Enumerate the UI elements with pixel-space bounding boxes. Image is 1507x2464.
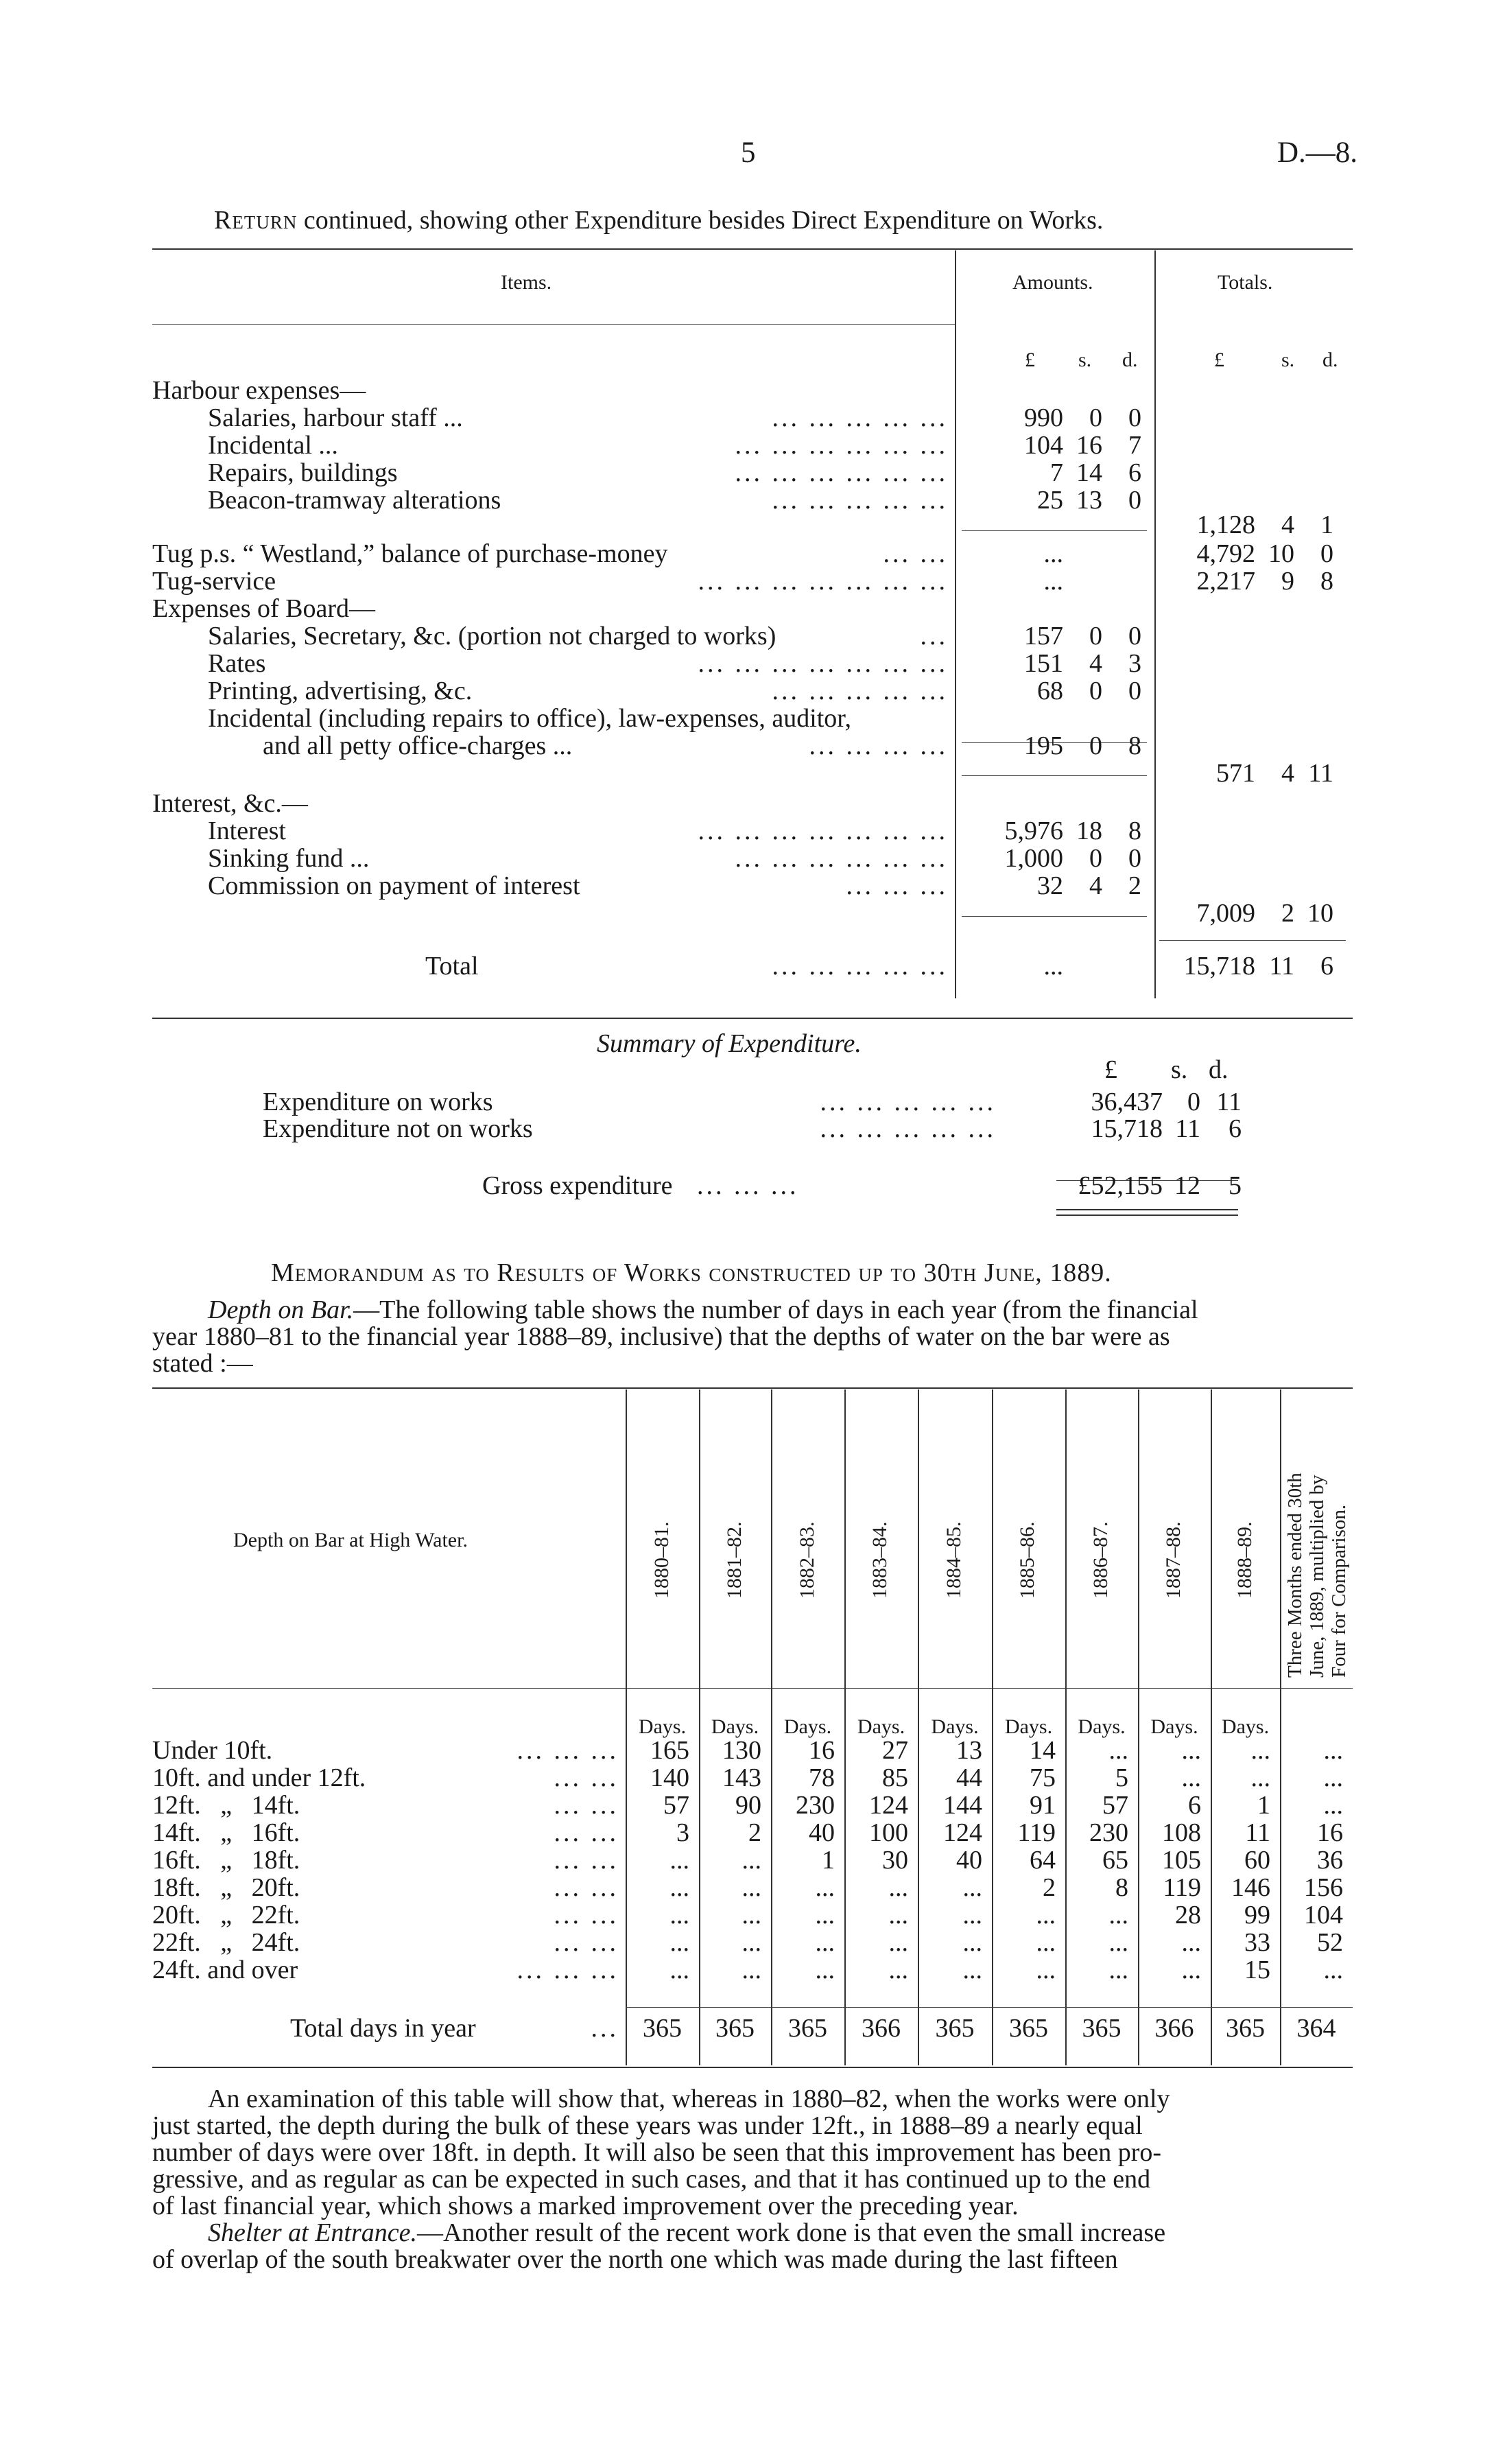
depth-total-cell: 365 [643,2014,682,2043]
depth-intro-line-1 [208,1295,1198,1324]
return-row-label: Salaries, harbour staff ... [208,403,463,432]
summary-row-shillings: 0 [1187,1088,1200,1116]
depth-cell: 57 [1102,1791,1128,1820]
closing-para1-line-4: gressive, and as regular as can be expected in such cases, and that it has continued up to the end [152,2165,1151,2194]
depth-cell: ... [1108,1928,1128,1957]
year-header-1887: 1887–88. [1162,1521,1185,1599]
comparison-header-line-2: June, 1889, multiplied by [1306,1475,1328,1678]
depth-cell: ... [1181,1956,1201,1984]
closing-para1-line-3: number of days were over 18ft. in depth. It will also be seen that this improvement has been pro- [152,2138,1162,2167]
depth-intro-text: —The following table shows the number of days in each year (from the financial [353,1295,1198,1324]
return-row-label: and all petty office-charges ... [263,731,573,760]
totals-pound-head: £ [1214,349,1224,371]
depth-stub-header: Depth on Bar at High Water. [233,1529,468,1551]
depth-cell: ... [1108,1901,1128,1929]
page-number: 5 [741,137,756,169]
depth-table-bottom-rule [152,2067,1353,2068]
year-header-1882: 1882–83. [796,1521,818,1599]
depth-row-dots: ... ... [554,1791,619,1820]
depth-cell: ... [1036,1956,1056,1984]
depth-cell: 27 [882,1736,908,1765]
return-top-rule [152,248,1353,250]
depth-cell: 60 [1244,1846,1270,1875]
return-title [214,206,1103,235]
depth-cell: 36 [1317,1846,1343,1875]
depth-cell: 33 [1244,1928,1270,1957]
document-reference: D.—8. [1277,137,1358,169]
depth-cell: 119 [1017,1818,1056,1847]
return-row-dots: ... ... ... ... ... [772,677,948,705]
summary-row-dots: ... ... ... ... ... [820,1114,996,1143]
depth-cell: 108 [1162,1818,1201,1847]
totals-header: Totals. [1218,271,1273,294]
return-row-dots: ... ... ... [846,871,948,900]
return-row-amount-pounds: 195 [1024,731,1063,760]
depth-row-dots: ... ... [554,1873,619,1902]
depth-cell: 52 [1317,1928,1343,1957]
depth-cell: 156 [1304,1873,1343,1902]
closing-para1-line-1: An examination of this table will show that, whereas in 1880–82, when the works were only [208,2085,1170,2113]
depth-row-label: 10ft. and under 12ft. [152,1763,366,1792]
depth-intro-line-3: stated :— [152,1349,253,1378]
depth-row-dots: ... ... ... [517,1956,619,1984]
return-row-label: Repairs, buildings [208,458,398,487]
depth-cell: ... [962,1901,982,1929]
return-title-smallcaps: Return [214,206,298,235]
depth-cell: ... [962,1956,982,1984]
depth-total-cell: 366 [862,2014,901,2043]
memorandum-title: Memorandum as to Results of Works constructed up to 30th June, 1889. [271,1258,1112,1287]
depth-cell: 64 [1030,1846,1056,1875]
depth-cell: 44 [956,1763,982,1792]
totals-pence-head: d. [1322,349,1338,371]
depth-cell: ... [669,1956,689,1984]
return-row-label: Salaries, Secretary, &c. (portion not charged to works) [208,622,776,650]
depth-cell: ... [1181,1736,1201,1765]
return-row-label: Rates [208,649,266,678]
depth-cell: ... [1250,1736,1270,1765]
depth-cell: ... [741,1901,761,1929]
depth-cell: 40 [956,1846,982,1875]
depth-cell: 143 [722,1763,761,1792]
return-row-total-shillings: 4 [1281,511,1294,539]
return-row-amount-pence: 6 [1128,458,1141,487]
depth-total-cell: 365 [1226,2014,1265,2043]
depth-cell: 104 [1304,1901,1343,1929]
return-row-total-pounds: 1,128 [1196,511,1255,539]
depth-cell: 3 [676,1818,689,1847]
depth-cell: 91 [1030,1791,1056,1820]
depth-cell: 1 [822,1846,835,1875]
summary-title: Summary of Expenditure. [597,1029,862,1058]
depth-cell: 30 [882,1846,908,1875]
depth-row-dots: ... ... [554,1763,619,1792]
depth-cell: 124 [943,1818,982,1847]
days-unit-label: Days. [711,1715,759,1738]
depth-row-label: 14ft. „ 16ft. [152,1818,300,1847]
depth-cell: 75 [1030,1763,1056,1792]
return-row-amount-shillings: 0 [1089,731,1102,760]
depth-total-cell: 365 [788,2014,827,2043]
depth-total-cell: 365 [715,2014,755,2043]
year-header-1888: 1888–89. [1233,1521,1256,1599]
depth-row-dots: ... ... [554,1901,619,1929]
depth-cell: 140 [650,1763,689,1792]
return-row-amount-pounds: 7 [1050,458,1063,487]
return-row-amount-pounds: 151 [1024,649,1063,678]
depth-cell: 85 [882,1763,908,1792]
depth-row-dots: ... ... [554,1928,619,1957]
depth-row-label: 16ft. „ 18ft. [152,1846,300,1875]
depth-cell: 99 [1244,1901,1270,1929]
year-header-1881: 1881–82. [723,1521,746,1599]
amount-subtotal-rule-3 [962,530,1147,531]
return-row-amount-pence: 7 [1128,431,1141,460]
depth-cell: ... [1036,1928,1056,1957]
depth-cell: 28 [1175,1901,1201,1929]
depth-total-cell: 365 [1009,2014,1048,2043]
depth-cell: 144 [943,1791,982,1820]
depth-row-label: Under 10ft. [152,1736,273,1765]
depth-cell: 78 [809,1763,835,1792]
return-row-total-shillings: 10 [1268,539,1294,568]
return-row-amount-pounds: 32 [1037,871,1063,900]
return-row-amount-shillings: 0 [1089,622,1102,650]
depth-cell: ... [962,1928,982,1957]
depth-cell: ... [741,1873,761,1902]
return-row-dots: ... ... ... ... ... ... [735,844,948,873]
closing-para2-line-1 [208,2218,1165,2247]
depth-cell: ... [669,1873,689,1902]
return-row-amount-shillings: 0 [1089,403,1102,432]
depth-cell: ... [1108,1736,1128,1765]
return-row-dots: ... ... ... ... ... ... ... [698,817,948,845]
depth-cell: 165 [650,1736,689,1765]
return-row-label: Commission on payment of interest [208,871,580,900]
return-row-amount-shillings: 18 [1076,817,1102,845]
return-row-total-shillings: 4 [1281,759,1294,788]
amount-subtotal-rule-2 [962,916,1147,917]
return-row-label: Printing, advertising, &c. [208,677,473,705]
depth-row-dots: ... ... ... [517,1736,619,1765]
summary-pence-head: d. [1209,1055,1229,1084]
return-row-amount-shillings: 14 [1076,458,1102,487]
year-header-1886: 1886–87. [1089,1521,1112,1599]
depth-cell: ... [1323,1791,1343,1820]
depth-cell: ... [669,1901,689,1929]
return-row-total-pence: 1 [1320,511,1333,539]
days-unit-label: Days. [1004,1715,1053,1738]
return-total-amount: ... [1043,952,1063,981]
return-row-dots: ... ... ... ... [809,731,948,760]
amounts-col-divider [955,250,956,998]
days-unit-label: Days. [857,1715,905,1738]
totals-shilling-head: s. [1281,349,1295,371]
summary-row-pence: 11 [1216,1088,1242,1116]
return-row-amount-pence: 8 [1128,731,1141,760]
amounts-pence-head: d. [1122,349,1138,371]
depth-cell: ... [888,1956,908,1984]
return-row-total-pounds: 571 [1216,759,1255,788]
comparison-header [1284,1472,1350,1678]
return-row-amount-pounds: 990 [1024,403,1063,432]
depth-intro-line-2: year 1880–81 to the financial year 1888–89, inclusive) that the depths of water on the bar were as [152,1322,1170,1351]
return-row-amount-pounds: 104 [1024,431,1063,460]
depth-cell: ... [741,1928,761,1957]
return-row-total-pence: 11 [1308,759,1333,788]
return-row-label: Incidental ... [208,431,338,460]
depth-total-label: Total days in year [290,2014,476,2043]
return-row-total-shillings: 2 [1281,899,1294,928]
depth-cell: ... [669,1928,689,1957]
depth-total-cell: 365 [935,2014,975,2043]
return-header-rule [152,324,956,325]
depth-row-label: 24ft. and over [152,1956,298,1984]
depth-cell: 5 [1115,1763,1128,1792]
return-row-amount-pounds: 1,000 [1004,844,1063,873]
days-unit-label: Days. [1150,1715,1198,1738]
return-row-amount-pounds: 5,976 [1004,817,1063,845]
depth-cell: ... [815,1956,835,1984]
year-header-1884: 1884–85. [942,1521,965,1599]
return-row-amount-shillings: 4 [1089,871,1102,900]
return-row-amount-pence: 3 [1128,649,1141,678]
return-row-amount-shillings: 16 [1076,431,1102,460]
return-row-dots: ... ... ... ... ... ... ... [698,567,948,596]
gross-expenditure-pence: 5 [1229,1171,1242,1200]
depth-cell: 14 [1030,1736,1056,1765]
depth-cell: ... [1323,1956,1343,1984]
year-header-1885: 1885–86. [1016,1521,1039,1599]
depth-cell: 2 [1043,1873,1056,1902]
return-total-pence: 6 [1320,952,1333,981]
days-unit-label: Days. [638,1715,687,1738]
depth-cell: ... [888,1928,908,1957]
depth-cell: ... [888,1901,908,1929]
depth-row-label: 22ft. „ 24ft. [152,1928,300,1957]
return-row-dots: ... ... ... ... ... ... ... [698,649,948,678]
gross-expenditure-pounds: £52,155 [1078,1171,1163,1200]
return-row-dots: ... ... ... ... ... [772,486,948,515]
depth-cell: 1 [1257,1791,1270,1820]
closing-para2-line-2: of overlap of the south breakwater over the north one which was made during the last fifteen [152,2245,1118,2274]
depth-cell: 16 [1317,1818,1343,1847]
days-unit-label: Days. [1078,1715,1126,1738]
days-unit-label: Days. [783,1715,832,1738]
return-row-label: Tug-service [152,567,276,596]
return-total-dots: ... ... ... ... ... [772,952,948,981]
summary-double-rule-top [1056,1209,1238,1210]
return-row-amount-pounds: 25 [1037,486,1063,515]
depth-cell: 105 [1162,1846,1201,1875]
items-header: Items. [501,271,552,294]
return-row-total-pence: 0 [1320,539,1333,568]
depth-cell: ... [1323,1736,1343,1765]
summary-row-pounds: 36,437 [1091,1088,1163,1116]
depth-cell: ... [815,1901,835,1929]
return-bottom-rule [152,1018,1353,1019]
totals-col-divider [1154,250,1156,998]
depth-row-label: 20ft. „ 22ft. [152,1901,300,1929]
depth-intro-italic: Depth on Bar. [208,1295,354,1324]
return-row-label: Tug p.s. “ Westland,” balance of purchase-money [152,539,668,568]
depth-cell: ... [815,1873,835,1902]
comparison-header-line-1: Three Months ended 30th [1284,1472,1306,1678]
return-title-rest: continued, showing other Expenditure besides Direct Expenditure on Works. [303,206,1104,235]
return-row-amount-shillings: 0 [1089,844,1102,873]
return-row-label: Sinking fund ... [208,844,370,873]
depth-cell: ... [1323,1763,1343,1792]
depth-total-cell: 364 [1296,2014,1336,2043]
return-row-dots: ... ... [883,539,948,568]
return-row-total-pence: 10 [1307,899,1333,928]
depth-cell: 16 [809,1736,835,1765]
closing-para1-line-5: of last financial year, which shows a marked improvement over the preceding year. [152,2192,1019,2220]
depth-cell: ... [815,1928,835,1957]
return-row-amount-pence: 8 [1128,817,1141,845]
summary-shilling-head: s. [1171,1055,1188,1084]
depth-cell: 130 [722,1736,761,1765]
depth-cell: 119 [1163,1873,1201,1902]
return-row-total-pence: 8 [1320,567,1333,596]
depth-cell: ... [1036,1901,1056,1929]
summary-row-label: Expenditure on works [263,1088,493,1116]
return-total-pounds: 15,718 [1183,952,1255,981]
depth-cell: ... [1181,1763,1201,1792]
depth-cell: 2 [748,1818,761,1847]
depth-cell: 15 [1244,1956,1270,1984]
depth-cell: ... [741,1846,761,1875]
return-row-label: Interest [208,817,286,845]
summary-row-label: Expenditure not on works [263,1114,533,1143]
return-row-total-pounds: 2,217 [1196,567,1255,596]
depth-cell: 90 [735,1791,761,1820]
amount-subtotal-rule-4 [962,775,1147,776]
depth-row-label: 18ft. „ 20ft. [152,1873,300,1902]
summary-row-pence: 6 [1229,1114,1242,1143]
return-row-amount-pounds: 68 [1037,677,1063,705]
return-row-label: Incidental (including repairs to office), law-expenses, auditor, [208,704,851,733]
return-row-total-pounds: 7,009 [1196,899,1255,928]
return-row-label: Harbour expenses— [152,376,366,405]
depth-cell: ... [669,1846,689,1875]
depth-total-cell: 366 [1154,2014,1194,2043]
days-unit-label: Days. [931,1715,979,1738]
return-row-amount-pounds: ... [1043,567,1063,596]
return-row-amount-shillings: 0 [1089,677,1102,705]
comparison-header-line-3: Four for Comparison. [1328,1504,1350,1678]
depth-table-top-rule [152,1387,1353,1389]
return-total-label: Total [425,952,479,981]
depth-total-cell: 365 [1082,2014,1122,2043]
days-unit-label: Days. [1221,1715,1270,1738]
summary-row-shillings: 11 [1175,1114,1200,1143]
depth-cell: 100 [869,1818,908,1847]
depth-cell: ... [1181,1928,1201,1957]
summary-pound-head: £ [1104,1055,1117,1084]
return-row-label: Beacon-tramway alterations [208,486,501,515]
summary-row-dots: ... ... ... ... ... [820,1088,996,1116]
year-header-1883: 1883–84. [868,1521,891,1599]
return-row-label: Expenses of Board— [152,594,376,623]
depth-total-rule [626,2007,1353,2008]
return-row-dots: ... ... ... ... ... ... [735,431,948,460]
return-row-label: Interest, &c.— [152,789,308,818]
depth-cell: ... [888,1873,908,1902]
depth-cell: ... [962,1873,982,1902]
amounts-shilling-head: s. [1078,349,1092,371]
return-row-amount-pounds: 157 [1024,622,1063,650]
depth-cell: 57 [663,1791,689,1820]
depth-cell: 8 [1115,1873,1128,1902]
gross-expenditure-label: Gross expenditure [482,1171,673,1200]
shelter-heading: Shelter at Entrance. [208,2218,417,2247]
return-row-amount-pence: 0 [1128,844,1141,873]
year-header-1880: 1880–81. [650,1521,673,1599]
depth-cell: 40 [809,1818,835,1847]
return-row-dots: ... ... ... ... ... [772,403,948,432]
return-row-amount-pence: 0 [1128,622,1141,650]
depth-cell: 124 [869,1791,908,1820]
return-row-amount-pence: 0 [1128,403,1141,432]
gross-expenditure-shillings: 12 [1174,1171,1200,1200]
depth-cell: 146 [1231,1873,1270,1902]
depth-row-label: 12ft. „ 14ft. [152,1791,300,1820]
closing-para1-line-2: just started, the depth during the bulk of these years was under 12ft., in 1888–89 a nearly equal [152,2111,1143,2140]
return-row-dots: ... ... ... ... ... ... [735,458,948,487]
return-row-amount-pence: 0 [1128,486,1141,515]
depth-cell: ... [1250,1763,1270,1792]
depth-cell: 230 [1089,1818,1128,1847]
depth-row-dots: ... ... [554,1846,619,1875]
summary-row-pounds: 15,718 [1091,1114,1163,1143]
shelter-text: —Another result of the recent work done is that even the small increase [416,2218,1166,2247]
return-row-amount-pence: 0 [1128,677,1141,705]
depth-cell: 230 [796,1791,835,1820]
return-row-amount-shillings: 4 [1089,649,1102,678]
amounts-header: Amounts. [1012,271,1093,294]
summary-double-rule-bottom [1056,1215,1238,1216]
gross-expenditure-dots: ... ... ... [697,1171,799,1200]
depth-cell: 13 [956,1736,982,1765]
depth-cell: 65 [1102,1846,1128,1875]
depth-table-header-rule [152,1688,1353,1689]
totals-rule [1159,940,1346,941]
depth-total-dots: ... [591,2014,619,2043]
depth-cell: ... [741,1956,761,1984]
depth-cell: 11 [1245,1818,1270,1847]
return-row-amount-pounds: ... [1043,539,1063,568]
return-row-total-shillings: 9 [1281,567,1294,596]
return-row-amount-shillings: 13 [1076,486,1102,515]
depth-row-dots: ... ... [554,1818,619,1847]
return-row-dots: ... [920,622,948,650]
depth-cell: 6 [1188,1791,1201,1820]
amounts-pound-head: £ [1025,349,1035,371]
return-row-amount-pence: 2 [1128,871,1141,900]
return-row-total-pounds: 4,792 [1196,539,1255,568]
depth-cell: ... [1108,1956,1128,1984]
return-total-shillings: 11 [1269,952,1294,981]
